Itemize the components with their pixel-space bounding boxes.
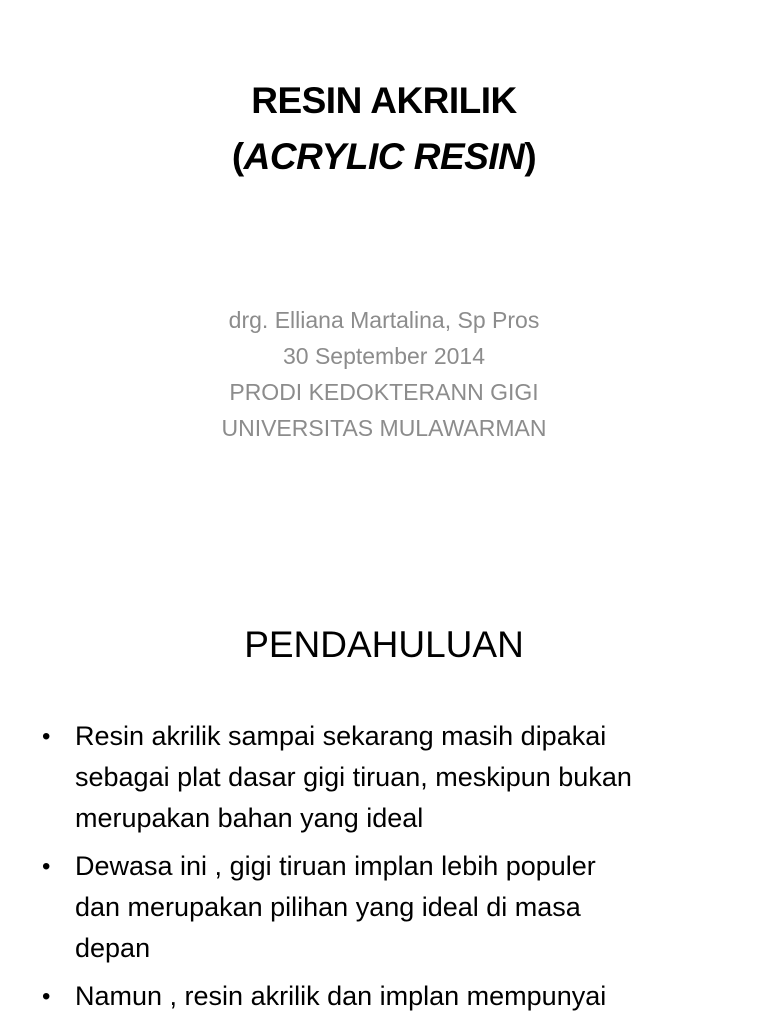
bullet-item: [42, 846, 742, 969]
bullet-line: Resin akrilik sampai sekarang masih dipakai: [75, 721, 607, 751]
bullet-list: [42, 716, 742, 1024]
subtitle-university: UNIVERSITAS MULAWARMAN: [221, 415, 547, 441]
bullet-item: [42, 976, 742, 1017]
bullet-icon: •: [42, 853, 51, 880]
slide-title-line1: RESIN AKRILIK: [251, 80, 517, 121]
subtitle-author: drg. Elliana Martalina, Sp Pros: [228, 307, 540, 333]
slide-subtitle: [0, 302, 768, 446]
title-close-paren: ): [524, 136, 537, 177]
bullet-icon: •: [42, 983, 51, 1010]
subtitle-date: 30 September 2014: [282, 343, 486, 369]
bullet-icon: •: [42, 723, 51, 750]
bullet-line: merupakan bahan yang ideal: [75, 803, 424, 833]
bullet-line: Dewasa ini , gigi tiruan implan lebih populer: [75, 851, 596, 881]
section-title: PENDAHULUAN: [244, 624, 524, 665]
subtitle-program: PRODI KEDOKTERANN GIGI: [229, 379, 539, 405]
bullet-item: [42, 716, 742, 839]
bullet-line: depan: [75, 933, 151, 963]
bullet-line: dan merupakan pilihan yang ideal di masa: [75, 892, 581, 922]
slide-introduction: [0, 576, 768, 1024]
title-italic-text: ACRYLIC RESIN: [243, 136, 525, 177]
bullet-line: sebagai plat dasar gigi tiruan, meskipun bukan: [75, 762, 632, 792]
bullet-line: Namun , resin akrilik dan implan mempunyai: [75, 981, 607, 1011]
slide-title-line2: [0, 138, 768, 175]
title-open-paren: (: [231, 136, 244, 177]
